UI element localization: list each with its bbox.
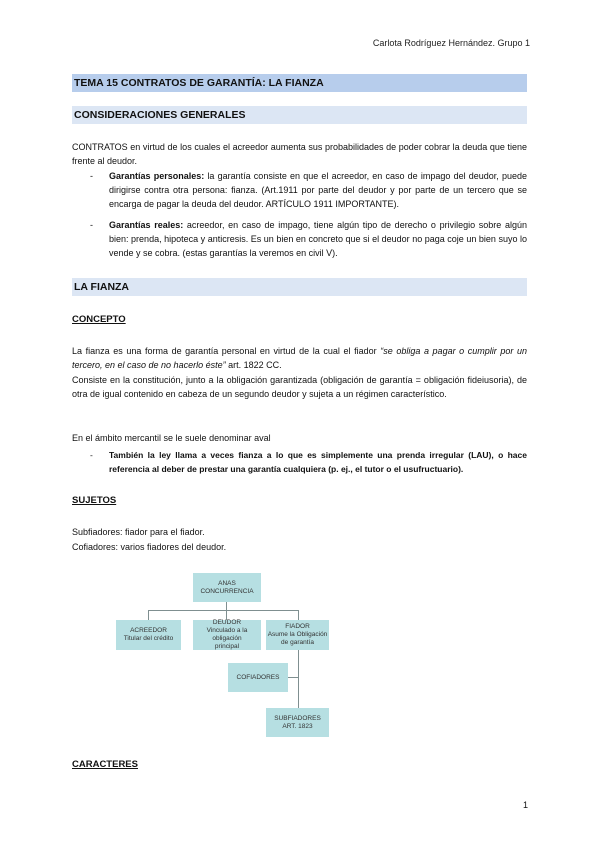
concepto-paragraph-3: En el ámbito mercantil se le suele denominar aval xyxy=(72,433,271,443)
header-author: Carlota Rodríguez Hernández. Grupo 1 xyxy=(372,38,530,48)
connector-line xyxy=(226,602,227,610)
bullet-text: También la ley llama a veces fianza a lo que es simplemente una prenda irregular (LAU), o hace referencia al deber de prestar una garantía cualquiera (p. ej., el tutor o el usufructuario). xyxy=(109,450,527,474)
diagram-node-cofiadores: COFIADORES xyxy=(228,663,288,692)
bullet-dash: - xyxy=(90,450,93,460)
intro-paragraph: CONTRATOS en virtud de los cuales el acreedor aumenta sus probabilidades de poder cobrar la deuda que tiene frente al deudor. xyxy=(72,142,527,166)
section-heading-consideraciones: CONSIDERACIONES GENERALES xyxy=(72,106,527,124)
bullet-dash: - xyxy=(90,220,93,230)
concepto-paragraph-2: Consiste en la constitución, junto a la obligación garantizada (obligación de garantía = obligación fideiusoria), de otra de igual contenido en cabeza de un segundo deudor y sujeta a un régimen característico. xyxy=(72,375,527,399)
bullet-dash: - xyxy=(90,171,93,181)
subheading-concepto: CONCEPTO xyxy=(72,314,126,325)
subheading-sujetos: SUJETOS xyxy=(72,495,117,506)
sujetos-subfiadores: Subfiadores: fiador para el fiador. xyxy=(72,527,205,537)
bullet-text: la garantía consiste en que el acreedor, en caso de impago del deudor, puede dirigirse contra otra persona: fianza. (Art.1911 por parte del deudor y por parte de un tercero que se encarga de pagar la deuda del deudor. ARTÍCULO 1911 IMPORTANTE). xyxy=(109,171,527,209)
diagram-node-fiador: FIADOR Asume la Obligación de garantía xyxy=(266,620,329,650)
connector-line xyxy=(298,650,299,708)
subheading-caracteres: CARACTERES xyxy=(72,759,138,770)
diagram-node-acreedor: ACREEDOR Titular del crédito xyxy=(116,620,181,650)
bullet-label: Garantías reales: xyxy=(109,220,184,230)
bullet-garantias-reales xyxy=(90,218,527,260)
diagram-node-deudor: DEUDOR Vinculado a la obligación principal xyxy=(193,620,261,650)
bullet-text: acreedor, en caso de impago, tiene algún tipo de derecho o privilegio sobre algún bien: prenda, hipoteca y anticresis. Es un bien en concreto que si el deudor no paga coje un bien suyo lo vende y se cobra. (estas garantías la veremos en civil V). xyxy=(109,220,527,258)
sujetos-cofiadores: Cofiadores: varios fiadores del deudor. xyxy=(72,542,227,552)
bullet-label: Garantías personales: xyxy=(109,171,205,181)
bullet-prenda-irregular xyxy=(90,448,527,476)
connector-line xyxy=(298,610,299,620)
diagram-node-concurrencia: ANAS CONCURRENCIA xyxy=(193,573,261,602)
bullet-garantias-personales xyxy=(90,169,527,211)
page-number: 1 xyxy=(522,800,528,810)
section-heading-fianza: LA FIANZA xyxy=(72,278,527,296)
connector-line xyxy=(288,677,298,678)
document-title: TEMA 15 CONTRATOS DE GARANTÍA: LA FIANZA xyxy=(72,74,527,92)
connector-line xyxy=(148,610,149,620)
connector-line xyxy=(148,610,298,611)
concepto-paragraph-1: La fianza es una forma de garantía personal en virtud de la cual el fiador “se obliga a pagar o cumplir por un tercero, en el caso de no hacerlo éste” art. 1822 CC. xyxy=(72,346,528,370)
diagram-node-subfiadores: SUBFIADORES ART. 1823 xyxy=(266,708,329,737)
